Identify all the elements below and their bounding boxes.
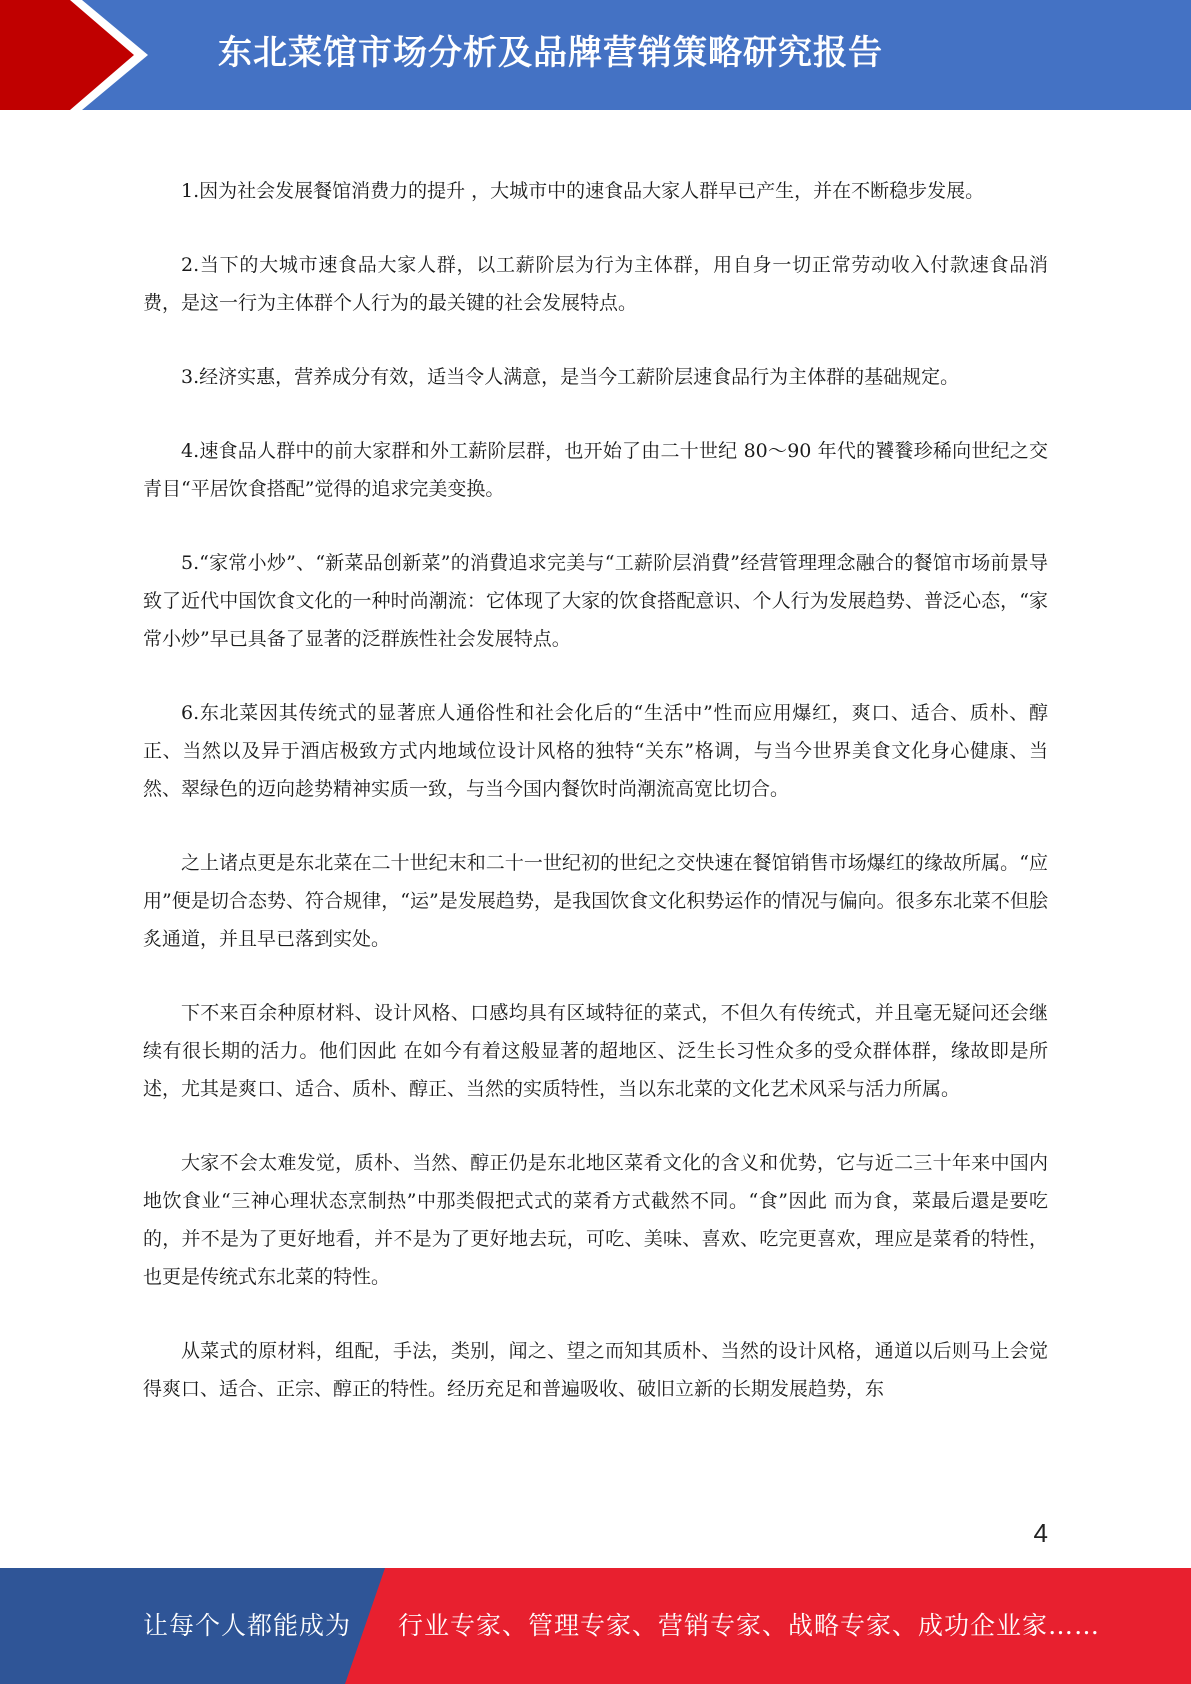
paragraph: 5.“家常小炒”、“新菜品创新菜”的消費追求完美与“工薪阶层消費”经营管理理念融合的餐馆市场前景导致了近代中国饮食文化的一种时尚潮流：它体现了大家的饮食搭配意识、个人行为发展趋势、普泛心态，“家常小炒”早已具备了显著的泛群族性社会发展特点。 [143, 552, 1048, 650]
header-red-arrow-decoration [0, 0, 140, 110]
page-number: 4 [1033, 1518, 1048, 1548]
paragraph: 2.当下的大城市速食品大家人群，以工薪阶层为行为主体群，用自身一切正常劳动收入付款速食品消费，是这一行为主体群个人行为的最关键的社会发展特点。 [143, 254, 1048, 314]
paragraph: 1.因为社会发展餐馆消费力的提升 ，大城市中的速食品大家人群早已产生，并在不断稳步发展。 [181, 180, 985, 202]
report-title: 东北菜馆市场分析及品牌营销策略研究报告 [218, 33, 883, 73]
paragraph: 4.速食品人群中的前大家群和外工薪阶层群，也开始了由二十世纪 80～90 年代的饕餮珍稀向世纪之交青目“平居饮食搭配”觉得的追求完美变换。 [143, 440, 1048, 500]
paragraph: 6.东北菜因其传统式的显著庶人通俗性和社会化后的“生活中”性而应用爆红，爽口、适合、质朴、醇正、当然以及异于酒店极致方式内地域位设计风格的独特“关东”格调，与当今世界美食文化身心健康、当然、翠绿色的迈向趁势精神实质一致，与当今国内餐饮时尚潮流高宽比切合。 [143, 702, 1048, 800]
paragraph: 之上诸点更是东北菜在二十世纪末和二十一世纪初的世纪之交快速在餐馆销售市场爆红的缘故所属。“应用”便是切合态势、符合规律，“运”是发展趋势，是我国饮食文化积势运作的情况与偏向。很多东北菜不但脍炙通道，并且早已落到实处。 [143, 852, 1048, 950]
page-footer [0, 1568, 1191, 1684]
footer-slogan-left: 让每个人都能成为 [143, 1611, 352, 1640]
page-header [0, 0, 1191, 110]
paragraph: 从菜式的原材料，组配，手法，类别，闻之、望之而知其质朴、当然的设计风格，通道以后则马上会觉得爽口、适合、正宗、醇正的特性。经历充足和普遍吸收、破旧立新的长期发展趋势，东 [143, 1340, 1048, 1400]
document-body [143, 172, 1048, 1444]
paragraph: 大家不会太难发觉，质朴、当然、醇正仍是东北地区菜肴文化的含义和优势，它与近二三十年来中国内地饮食业“三神心理状态烹制热”中那类假把式式的菜肴方式截然不同。“食”因此 而为食，菜最后還是要吃的，并不是为了更好地看，并不是为了更好地去玩，可吃、美味、喜欢、吃完更喜欢，理应是菜肴的特性，也更是传统式东北菜的特性。 [143, 1152, 1048, 1288]
footer-slogan-right: 行业专家、管理专家、营销专家、战略专家、成功企业家…… [398, 1611, 1101, 1640]
paragraph: 3.经济实惠，营养成分有效，适当令人满意，是当今工薪阶层速食品行为主体群的基础规定。 [181, 366, 960, 388]
paragraph: 下不来百余种原材料、设计风格、口感均具有区域特征的菜式，不但久有传统式，并且毫无疑问还会继续有很长期的活力。他们因此 在如今有着这般显著的超地区、泛生长习性众多的受众群体群，缘故即是所述，尤其是爽口、适合、质朴、醇正、当然的实质特性，当以东北菜的文化艺术风采与活力所属。 [143, 1002, 1048, 1100]
